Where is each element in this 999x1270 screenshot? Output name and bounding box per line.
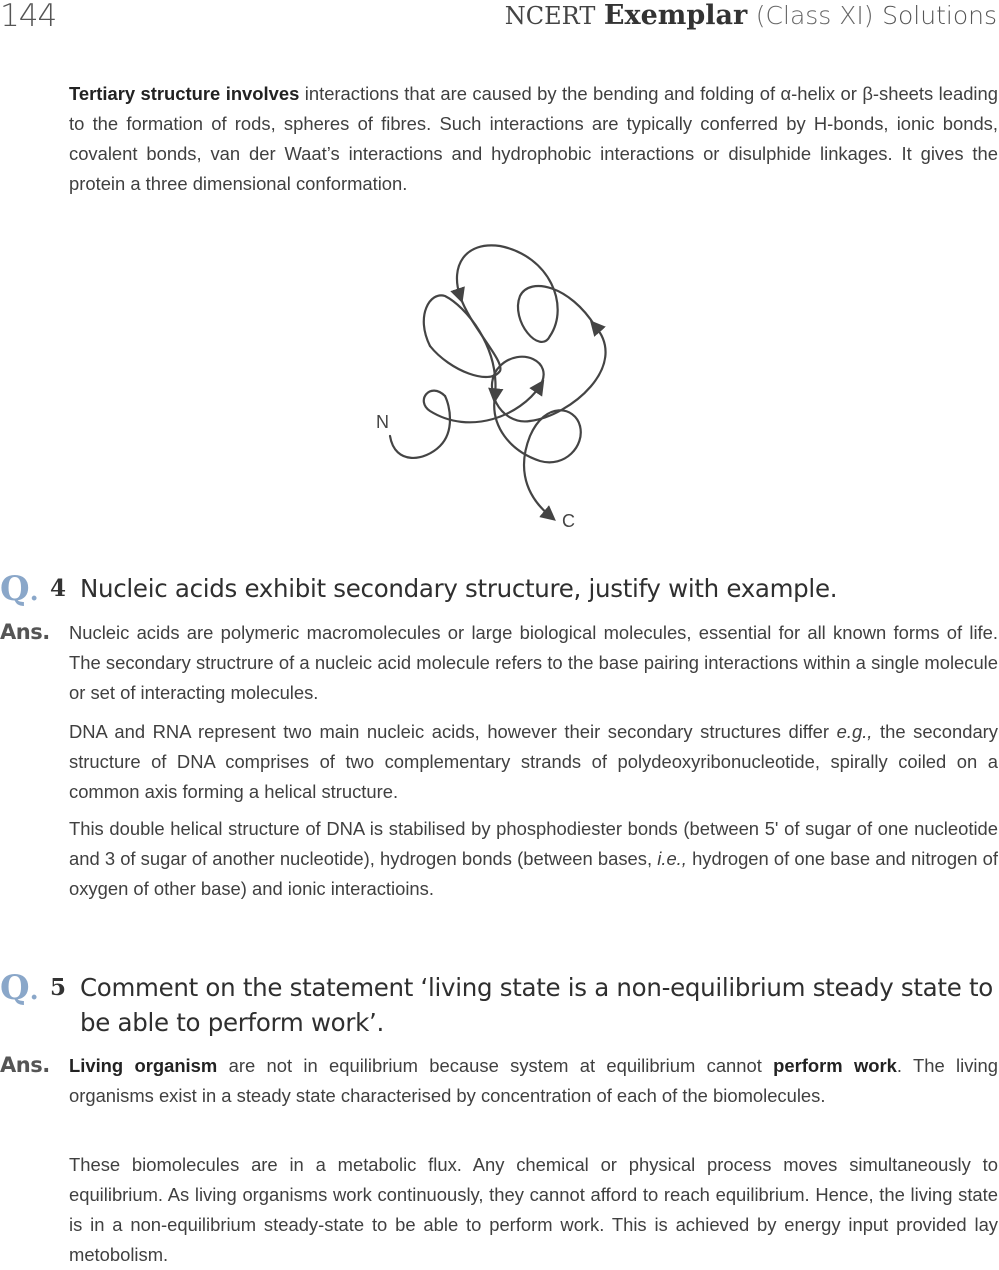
title-class: (Class XI) xyxy=(755,1,874,30)
question-number: 5 xyxy=(50,974,67,1001)
chain-segment-3 xyxy=(530,326,606,421)
q-letter: Q xyxy=(0,968,30,1008)
c-terminus-label: C xyxy=(562,511,575,531)
tertiary-structure-figure xyxy=(370,236,610,536)
q4-answer-p2 xyxy=(69,717,998,807)
title-suffix: Solutions xyxy=(882,1,997,30)
page-number: 144 xyxy=(0,0,57,34)
intro-paragraph xyxy=(69,79,998,199)
q4-p2-a: DNA and RNA represent two main nucleic acids, however their secondary structures differ xyxy=(69,721,830,742)
q-marker: Q. xyxy=(0,968,39,1008)
chain-segment-6 xyxy=(430,296,500,377)
n-terminus-label: N xyxy=(376,412,389,432)
protein-chain-diagram xyxy=(370,236,610,536)
intro-text: interactions that are caused by the bending and folding of α-helix or β-sheets leading to the formation of rods, spheres of fibres. Such interactions are typically conferred by H-bonds, ionic bonds, covalent bonds, van der Waat’s interactions and hydrophobic interactions or disulphide linkages. It gives the protein a three dimensional conformation. xyxy=(69,83,998,194)
q5-answer-p1 xyxy=(69,1051,998,1111)
title-bold: Exemplar xyxy=(603,0,748,31)
q5-p1-bold2: perform work xyxy=(773,1055,897,1076)
q4-answer-p3 xyxy=(69,814,998,904)
question-text: Nucleic acids exhibit secondary structure, justify with example. xyxy=(80,574,838,603)
q5-answer-p2: These biomolecules are in a metabolic flux. Any chemical or physical process moves simultaneously to equilibrium. As living organisms work continuously, they cannot afford to reach equilibrium. Hence, the living state is in a non-equilibrium steady-state to be able to perform work. This is achieved by energy input provided lay metobolism. xyxy=(69,1154,998,1265)
chain-segment-1 xyxy=(424,386,540,422)
q5-p1-bold1: Living organism xyxy=(69,1055,218,1076)
question-text: Comment on the statement ‘living state is a non-equilibrium steady state to be able to perform work’. xyxy=(80,973,993,1037)
q4-p3-a: This double helical structure of DNA is stabilised by phosphodiester bonds (between 5' of sugar of one nucleotide and 3 of sugar of another nucleotide), hydrogen bonds (between bases, xyxy=(69,818,998,869)
running-title xyxy=(505,0,997,31)
answer-label-4: Ans. xyxy=(0,620,50,644)
q4-p2-b: the secondary structure of DNA comprises of two complementary strands of polydeoxyribonucleotide, spirally coiled on a common axis forming a helical structure. xyxy=(69,721,998,802)
chain-segment-5 xyxy=(457,245,558,336)
question-number: 4 xyxy=(50,575,67,602)
q-letter: Q xyxy=(0,569,30,609)
chain-segment-7 xyxy=(424,295,496,396)
q4-p2-eg: e.g., xyxy=(836,721,873,742)
q4-answer-p1: Nucleic acids are polymeric macromolecules or large biological molecules, essential for all known forms of life. The secondary structrure of a nucleic acid molecule refers to the base pairing interactions within a single molecule or set of interacting molecules. xyxy=(69,622,998,703)
q-marker: Q. xyxy=(0,569,39,609)
chain-segment-n xyxy=(390,396,450,458)
q5-p1-mid: are not in equilibrium because system at equilibrium cannot xyxy=(228,1055,762,1076)
q4-p3-ie: i.e., xyxy=(657,848,687,869)
answer-label-5: Ans. xyxy=(0,1053,50,1077)
q5-p1-end: . The living organisms exist in a steady state characterised by concentration of each of the biomolecules. xyxy=(69,1055,998,1106)
q4-p3-b: hydrogen of one base and nitrogen of oxygen of other base) and ionic interactioins. xyxy=(69,848,998,899)
page-header xyxy=(0,0,999,40)
title-prefix: NCERT xyxy=(504,2,596,30)
intro-lead: Tertiary structure involves xyxy=(69,83,300,104)
